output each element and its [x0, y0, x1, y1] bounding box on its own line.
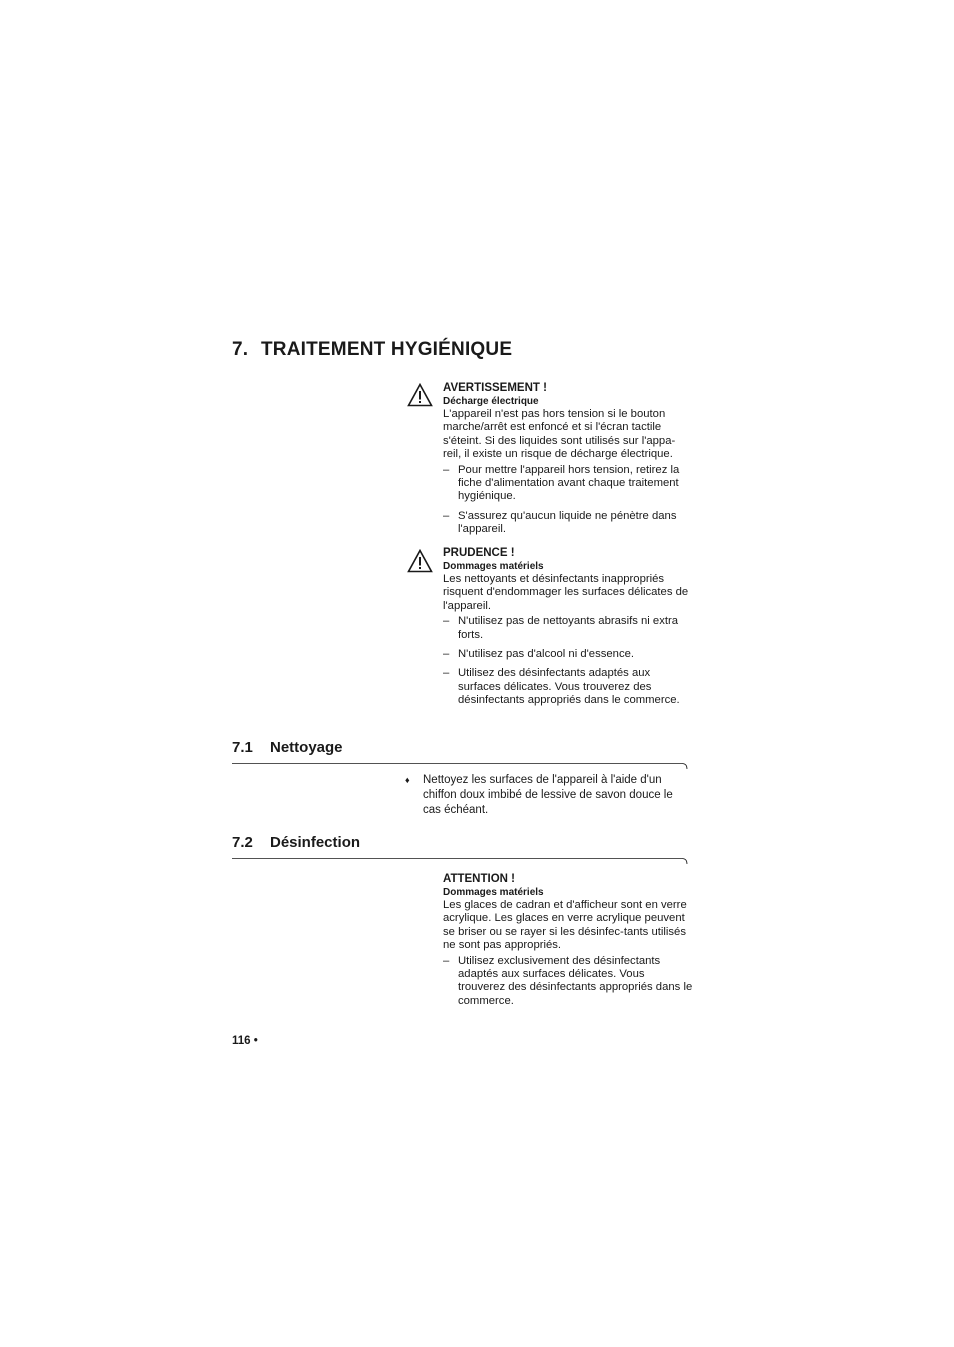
warning-triangle-icon [407, 383, 433, 407]
attention-signal-word: ATTENTION ! [443, 873, 515, 885]
warning-list [443, 464, 693, 537]
list-item: – S'assurez qu'aucun liquide ne pénètre dans l'appareil. [443, 510, 693, 537]
chapter-title-text: TRAITEMENT HYGIÉNIQUE [261, 339, 513, 360]
section-rule [232, 761, 688, 771]
chapter-number: 7. [232, 339, 249, 360]
caution-hazard: Dommages matériels [443, 561, 544, 572]
list-item: – N'utilisez pas de nettoyants abrasifs ni extra forts. [443, 615, 693, 642]
section-number: 7.2 [232, 834, 253, 851]
warning-triangle-icon [407, 549, 433, 573]
attention-notice [443, 872, 693, 1014]
list-item: – Pour mettre l'appareil hors tension, retirez la fiche d'alimentation avant chaque traitement hygiénique. [443, 464, 693, 504]
section-title-text: Désinfection [270, 834, 361, 851]
section-title-disinfection [232, 834, 360, 851]
attention-list [443, 955, 693, 1009]
caution-list [443, 615, 693, 707]
section-title-text: Nettoyage [270, 739, 343, 756]
caution-text: Les nettoyants et désinfectants inappropriés risquent d'endommager les surfaces délicates de l'appareil. [443, 573, 689, 612]
section-number: 7.1 [232, 739, 253, 756]
warning-notice [443, 381, 693, 543]
list-item: – Utilisez exclusivement des désinfectants adaptés aux surfaces délicates. Vous trouverez des désinfectants appropriés dans le commerce. [443, 955, 693, 1009]
section-title-cleaning [232, 739, 343, 756]
warning-hazard: Décharge électrique [443, 396, 539, 407]
cleaning-instruction: Nettoyez les surfaces de l'appareil à l'aide d'un chiffon doux imbibé de lessive de savon douce le cas échéant. [423, 774, 673, 816]
chapter-title [232, 339, 512, 361]
diamond-bullet-icon: ♦ [405, 775, 410, 785]
warning-text: L'appareil n'est pas hors tension si le bouton marche/arrêt est enfoncé et si l'écran tactile s'éteint. Si des liquides sont utilisés sur l'appa-reil, il existe un risque de décharge électrique. [443, 408, 676, 461]
caution-notice [443, 546, 693, 714]
section-rule [232, 856, 688, 866]
list-item: – Utilisez des désinfectants adaptés aux surfaces délicates. Vous trouverez des désinfectants appropriés dans le commerce. [443, 667, 693, 707]
caution-signal-word: PRUDENCE ! [443, 547, 515, 559]
list-item: – N'utilisez pas d'alcool ni d'essence. [443, 648, 693, 661]
warning-signal-word: AVERTISSEMENT ! [443, 382, 547, 394]
attention-hazard: Dommages matériels [443, 887, 544, 898]
attention-text: Les glaces de cadran et d'afficheur sont en verre acrylique. Les glaces en verre acrylique peuvent se briser ou se rayer si les désinfec-tants utilisés ne sont pas appropriés. [443, 899, 687, 952]
page-number: 116 • [232, 1035, 258, 1047]
